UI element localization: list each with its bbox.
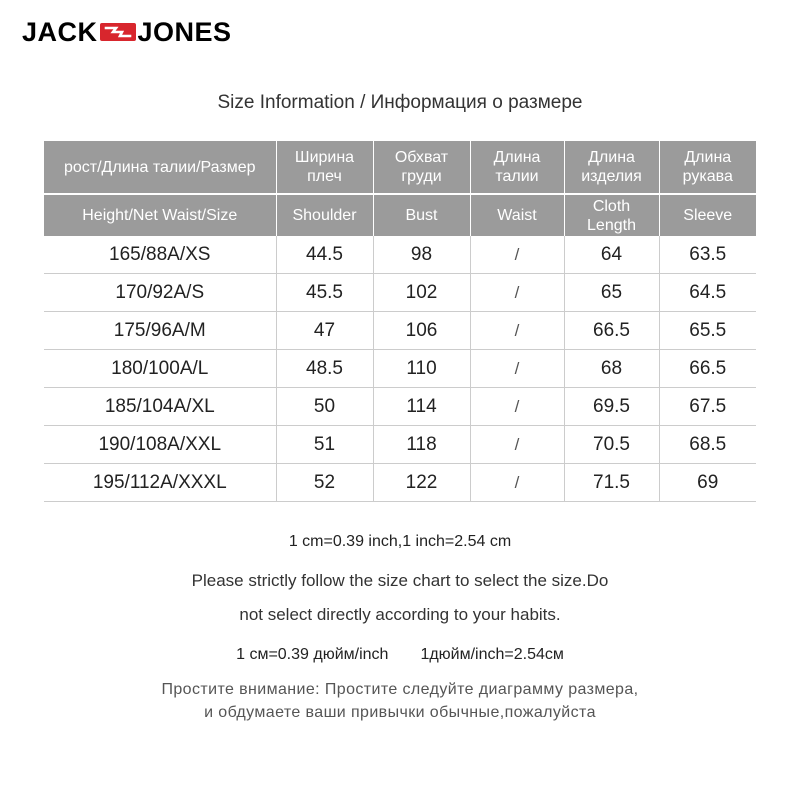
conversion-note: 1 cm=0.39 inch,1 inch=2.54 cm: [288, 533, 512, 550]
measurement-cell: 67.5: [659, 388, 756, 426]
header-ru-cell-5-line: рукава: [682, 168, 733, 185]
measurement-cell: 66.5: [659, 350, 756, 388]
size-cell: 185/104A/XL: [44, 388, 276, 426]
measurement-cell: 69: [659, 464, 756, 502]
measurement-cell: 65: [564, 274, 659, 312]
header-ru-cell-1-line: плеч: [307, 168, 342, 185]
header-ru-cell-1: [276, 141, 373, 194]
size-cell: 180/100A/L: [44, 350, 276, 388]
follow-chart-note-line2: not select directly according to your habits.: [239, 605, 561, 624]
header-ru-cell-1-line: Ширина: [294, 149, 355, 166]
page-title: Size Information / Информация о размере: [217, 92, 583, 113]
header-en-cell-0-line: Height/Net Waist/Size: [82, 207, 238, 224]
measurement-cell: 69.5: [564, 388, 659, 426]
measurement-cell: 70.5: [564, 426, 659, 464]
measurement-cell: 48.5: [276, 350, 373, 388]
measurement-cell: 50: [276, 388, 373, 426]
table-row: [44, 274, 756, 312]
measurement-cell: 106: [373, 312, 470, 350]
header-en-cell-2-line: Bust: [405, 207, 438, 224]
russian-note-line1: Простите внимание: Простите следуйте диаграмму размера,: [161, 681, 639, 698]
header-ru-cell-3-line: Длина: [493, 149, 541, 166]
measurement-cell: /: [470, 388, 564, 426]
russian-conversion-inch: 1дюйм/inch=2.54см: [420, 646, 564, 663]
header-ru-cell-5-line: Длина: [684, 149, 732, 166]
header-ru-cell-4: [564, 141, 659, 194]
header-ru-cell-2-line: груди: [401, 168, 442, 185]
header-en-cell-2: [373, 194, 470, 236]
table-row: [44, 312, 756, 350]
measurement-cell: 68: [564, 350, 659, 388]
header-en-cell-1-line: Shoulder: [292, 207, 357, 224]
header-en-cell-3: [470, 194, 564, 236]
header-en-cell-0: [44, 194, 276, 236]
measurement-cell: 44.5: [276, 236, 373, 274]
measurement-cell: 65.5: [659, 312, 756, 350]
measurement-cell: 71.5: [564, 464, 659, 502]
brand-logo-left: JACK: [22, 16, 98, 47]
measurement-cell: 45.5: [276, 274, 373, 312]
measurement-cell: /: [470, 426, 564, 464]
size-cell: 190/108A/XXL: [44, 426, 276, 464]
follow-chart-note-line1: Please strictly follow the size chart to select the size.Do: [191, 571, 609, 590]
table-row: [44, 464, 756, 502]
header-en-cell-4-line: Length: [587, 216, 636, 234]
measurement-cell: /: [470, 464, 564, 502]
measurement-cell: /: [470, 350, 564, 388]
header-ru-cell-5: [659, 141, 756, 194]
size-cell: 195/112A/XXXL: [44, 464, 276, 502]
measurement-cell: 98: [373, 236, 470, 274]
measurement-cell: 64.5: [659, 274, 756, 312]
measurement-cell: 114: [373, 388, 470, 426]
measurement-cell: 63.5: [659, 236, 756, 274]
russian-conversion-note: [0, 646, 800, 664]
table-body: [44, 236, 756, 502]
measurement-cell: /: [470, 236, 564, 274]
measurement-cell: 51: [276, 426, 373, 464]
header-ru-cell-2-line: Обхват: [394, 149, 449, 166]
measurement-cell: 64: [564, 236, 659, 274]
header-ru-cell-0: [44, 141, 276, 194]
header-ru-cell-4-line: Длина: [588, 149, 635, 166]
measurement-cell: 122: [373, 464, 470, 502]
header-row-russian: [44, 141, 756, 194]
measurement-cell: 102: [373, 274, 470, 312]
header-row-english: [44, 194, 756, 236]
measurement-cell: 66.5: [564, 312, 659, 350]
brand-logo: [22, 17, 232, 47]
size-cell: 170/92A/S: [44, 274, 276, 312]
measurement-cell: 110: [373, 350, 470, 388]
header-ru-cell-0-line: рост/Длина талии/Размер: [63, 158, 256, 176]
russian-note-line2: и обдумаете ваши привычки обычные,пожалуйста: [204, 704, 596, 721]
header-en-cell-1: [276, 194, 373, 236]
size-cell: 165/88A/XS: [44, 236, 276, 274]
brand-logo-right: JONES: [137, 16, 232, 47]
brand-mark-icon: [100, 22, 136, 42]
header-en-cell-3-line: Waist: [497, 207, 537, 224]
measurement-cell: 68.5: [659, 426, 756, 464]
header-en-cell-5-line: Sleeve: [683, 207, 733, 224]
measurement-cell: 52: [276, 464, 373, 502]
russian-conversion-cm: 1 см=0.39 дюйм/inch: [236, 646, 389, 663]
header-en-cell-4: [564, 194, 659, 236]
size-cell: 175/96A/M: [44, 312, 276, 350]
table-row: [44, 350, 756, 388]
measurement-cell: 47: [276, 312, 373, 350]
header-en-cell-5: [659, 194, 756, 236]
header-en-cell-4-line: Cloth: [592, 197, 631, 215]
table-row: [44, 426, 756, 464]
header-ru-cell-2: [373, 141, 470, 194]
size-table: [44, 141, 756, 502]
table-row: [44, 236, 756, 274]
header-ru-cell-3: [470, 141, 564, 194]
header-ru-cell-3-line: талии: [495, 168, 539, 185]
measurement-cell: /: [470, 274, 564, 312]
table-row: [44, 388, 756, 426]
measurement-cell: /: [470, 312, 564, 350]
header-ru-cell-4-line: изделия: [581, 168, 642, 185]
measurement-cell: 118: [373, 426, 470, 464]
